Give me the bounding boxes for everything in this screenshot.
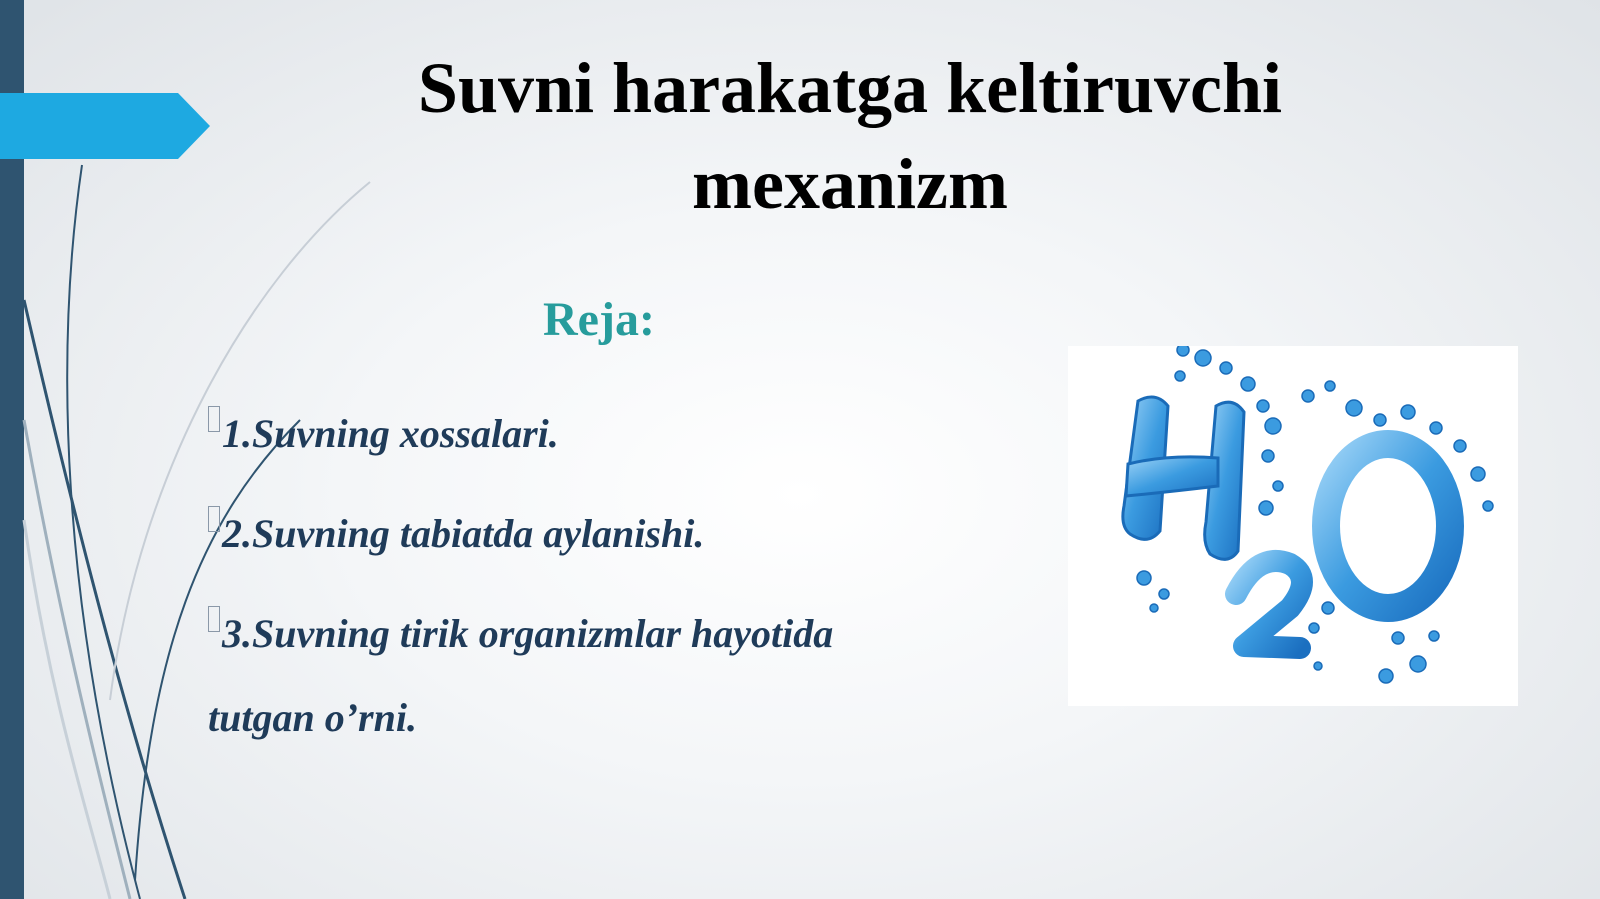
bullet-icon xyxy=(208,606,220,632)
title-line-1: Suvni harakatga keltiruvchi xyxy=(417,48,1283,128)
title-line-2: mexanizm xyxy=(692,144,1008,224)
plan-list xyxy=(208,392,908,760)
plan-item-1 xyxy=(208,392,908,492)
h2o-image xyxy=(1068,346,1518,706)
h2o-water-drops-icon xyxy=(1068,346,1518,706)
bullet-icon xyxy=(208,406,220,432)
plan-heading: Reja: xyxy=(543,293,655,346)
plan-item-2 xyxy=(208,492,908,592)
plan-item-3 xyxy=(208,592,908,760)
slide-title xyxy=(350,40,1350,232)
plan-item-text: 3.Suvning tirik organizmlar hayotida tutgan o’rni. xyxy=(208,611,834,740)
plan-item-text: 1.Suvning xossalari. xyxy=(222,411,559,456)
bullet-icon xyxy=(208,506,220,532)
plan-item-text: 2.Suvning tabiatda aylanishi. xyxy=(222,511,705,556)
arrow-tab-icon xyxy=(0,93,210,159)
